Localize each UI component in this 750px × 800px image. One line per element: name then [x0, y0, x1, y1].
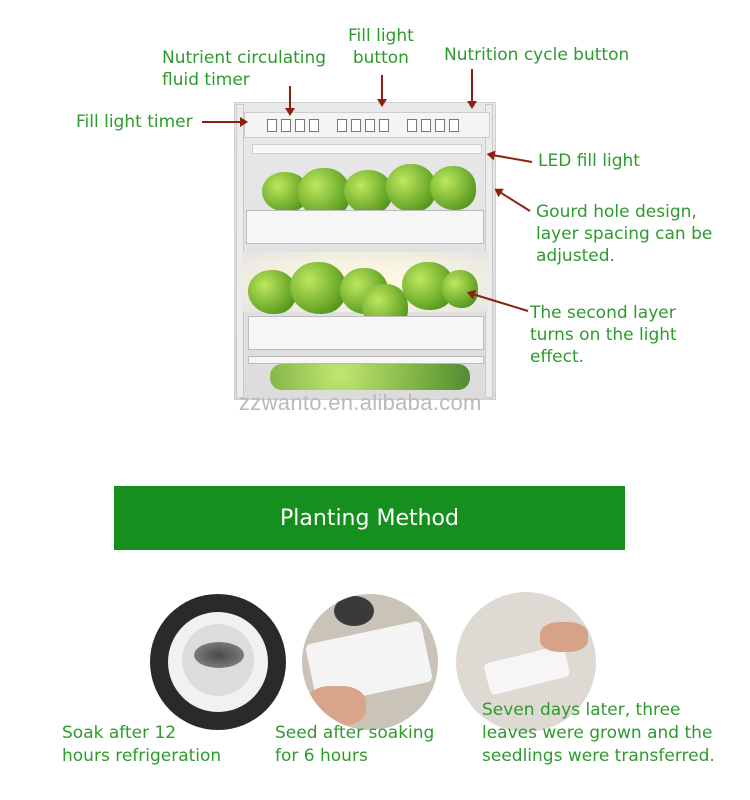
label-nutrient-timer — [162, 47, 326, 91]
seed-dish — [334, 596, 374, 626]
control-switch — [407, 119, 417, 132]
label-line: Nutrient circulating — [162, 48, 327, 68]
arrow-icon — [381, 75, 383, 105]
seeds — [194, 642, 244, 668]
caption-line: leaves were grown and the — [482, 723, 713, 743]
caption-line: Seven days later, three — [482, 700, 681, 720]
lettuce-plant — [290, 262, 346, 314]
lettuce-plant — [386, 164, 436, 212]
label-led-fill-light: LED fill light — [538, 151, 640, 171]
arrow-icon — [471, 69, 473, 107]
planting-method-banner — [114, 486, 625, 550]
banner-title: Planting Method — [280, 505, 459, 531]
caption-line: Soak after 12 — [62, 723, 177, 743]
hand — [306, 686, 366, 726]
control-switch — [421, 119, 431, 132]
control-switch — [281, 119, 291, 132]
label-gourd-hole — [536, 201, 712, 267]
label-fill-light-timer: Fill light timer — [76, 112, 193, 132]
step-caption-3 — [482, 699, 715, 768]
arrow-icon — [202, 121, 246, 123]
label-line: Gourd hole design, — [536, 202, 697, 222]
cabinet-left-post — [236, 104, 244, 398]
label-line: effect. — [530, 347, 585, 367]
lettuce-plant — [430, 166, 476, 210]
label-line: turns on the light — [530, 325, 677, 345]
control-switch — [379, 119, 389, 132]
control-switch — [295, 119, 305, 132]
label-fill-light-button — [348, 25, 414, 69]
control-switch — [337, 119, 347, 132]
arrow-icon — [496, 189, 531, 212]
caption-line: for 6 hours — [275, 746, 368, 766]
control-switch — [267, 119, 277, 132]
seedling-row — [270, 364, 470, 390]
lettuce-plant — [344, 170, 392, 214]
control-switch — [309, 119, 319, 132]
led-fill-light-bar — [252, 144, 482, 154]
step-photo-soak — [150, 594, 286, 730]
lettuce-plant — [248, 270, 296, 314]
label-line: layer spacing can be — [536, 224, 713, 244]
control-switch — [365, 119, 375, 132]
planting-tray-layer-2 — [248, 316, 484, 350]
caption-line: hours refrigeration — [62, 746, 222, 766]
seedling-tray — [483, 645, 570, 696]
control-switch — [435, 119, 445, 132]
cabinet-right-post — [485, 104, 493, 398]
label-nutrition-cycle-button: Nutrition cycle button — [444, 45, 630, 65]
planting-tray-layer-1 — [246, 210, 484, 244]
label-line: button — [352, 48, 409, 68]
label-line: adjusted. — [536, 246, 615, 266]
label-second-layer — [530, 302, 677, 368]
label-line: The second layer — [530, 303, 676, 323]
step-caption-1 — [62, 722, 221, 768]
arrow-icon — [289, 86, 291, 114]
caption-line: seedlings were transferred. — [482, 746, 715, 766]
step-caption-2 — [275, 722, 434, 768]
caption-line: Seed after soaking — [275, 723, 435, 743]
step-photo-seed — [302, 594, 438, 730]
control-switch — [351, 119, 361, 132]
watermark: zzwanto.en.alibaba.com — [239, 390, 482, 415]
label-line: fluid timer — [162, 70, 250, 90]
control-switch — [449, 119, 459, 132]
label-line: Fill light — [348, 26, 414, 46]
control-panel — [244, 112, 490, 138]
planting-tray-layer-3 — [248, 356, 484, 364]
hand — [540, 622, 588, 652]
